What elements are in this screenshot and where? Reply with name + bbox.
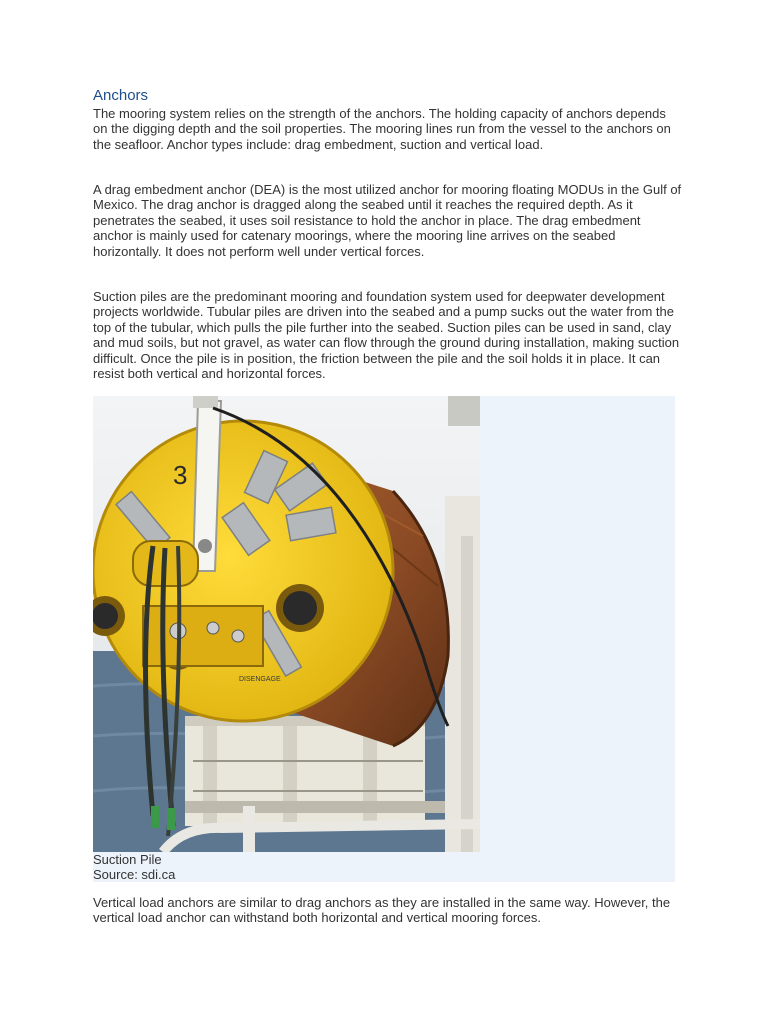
- paragraph-suction-piles: Suction piles are the predominant mooring and foundation system used for deepwater development projects worldwide. Tubular piles are driven into the seabed and a pump sucks out the water from the top of the tubular, which pulls the pile further into the seabed. Suction piles can be used in sand, clay and mud soils, but not gravel, as water can flow through the ground during installation, making suction difficult. Once the pile is in position, the friction between the pile and the soil holds it in place. It can resist both vertical and horizontal forces.: [93, 289, 680, 382]
- suction-pile-photo: [93, 396, 480, 852]
- figure-source: Source: sdi.ca: [93, 867, 176, 882]
- paragraph-drag-embedment: A drag embedment anchor (DEA) is the most utilized anchor for mooring floating MODUs in the Gulf of Mexico. The drag anchor is dragged along the seabed until it reaches the required depth. As it penetrates the seabed, it uses soil resistance to hold the anchor in place. The drag embedment anchor is mainly used for catenary moorings, where the mooring line arrives on the seabed horizontally. It does not perform well under vertical forces.: [93, 182, 682, 259]
- section-heading: Anchors: [93, 87, 149, 104]
- paragraph-intro: The mooring system relies on the strength of the anchors. The holding capacity of anchors depends on the digging depth and the soil properties. The mooring lines run from the vessel to the anchors on the seafloor. Anchor types include: drag embedment, suction and vertical load.: [93, 106, 671, 152]
- photo-marking-disengage: DISENGAGE: [239, 676, 281, 683]
- paragraph-vertical-load: Vertical load anchors are similar to drag anchors as they are installed in the same way. However, the vertical load anchor can withstand both horizontal and vertical mooring forces.: [93, 895, 671, 926]
- figure-caption: Suction Pile: [93, 852, 162, 867]
- photo-marking-number: 3: [173, 460, 188, 490]
